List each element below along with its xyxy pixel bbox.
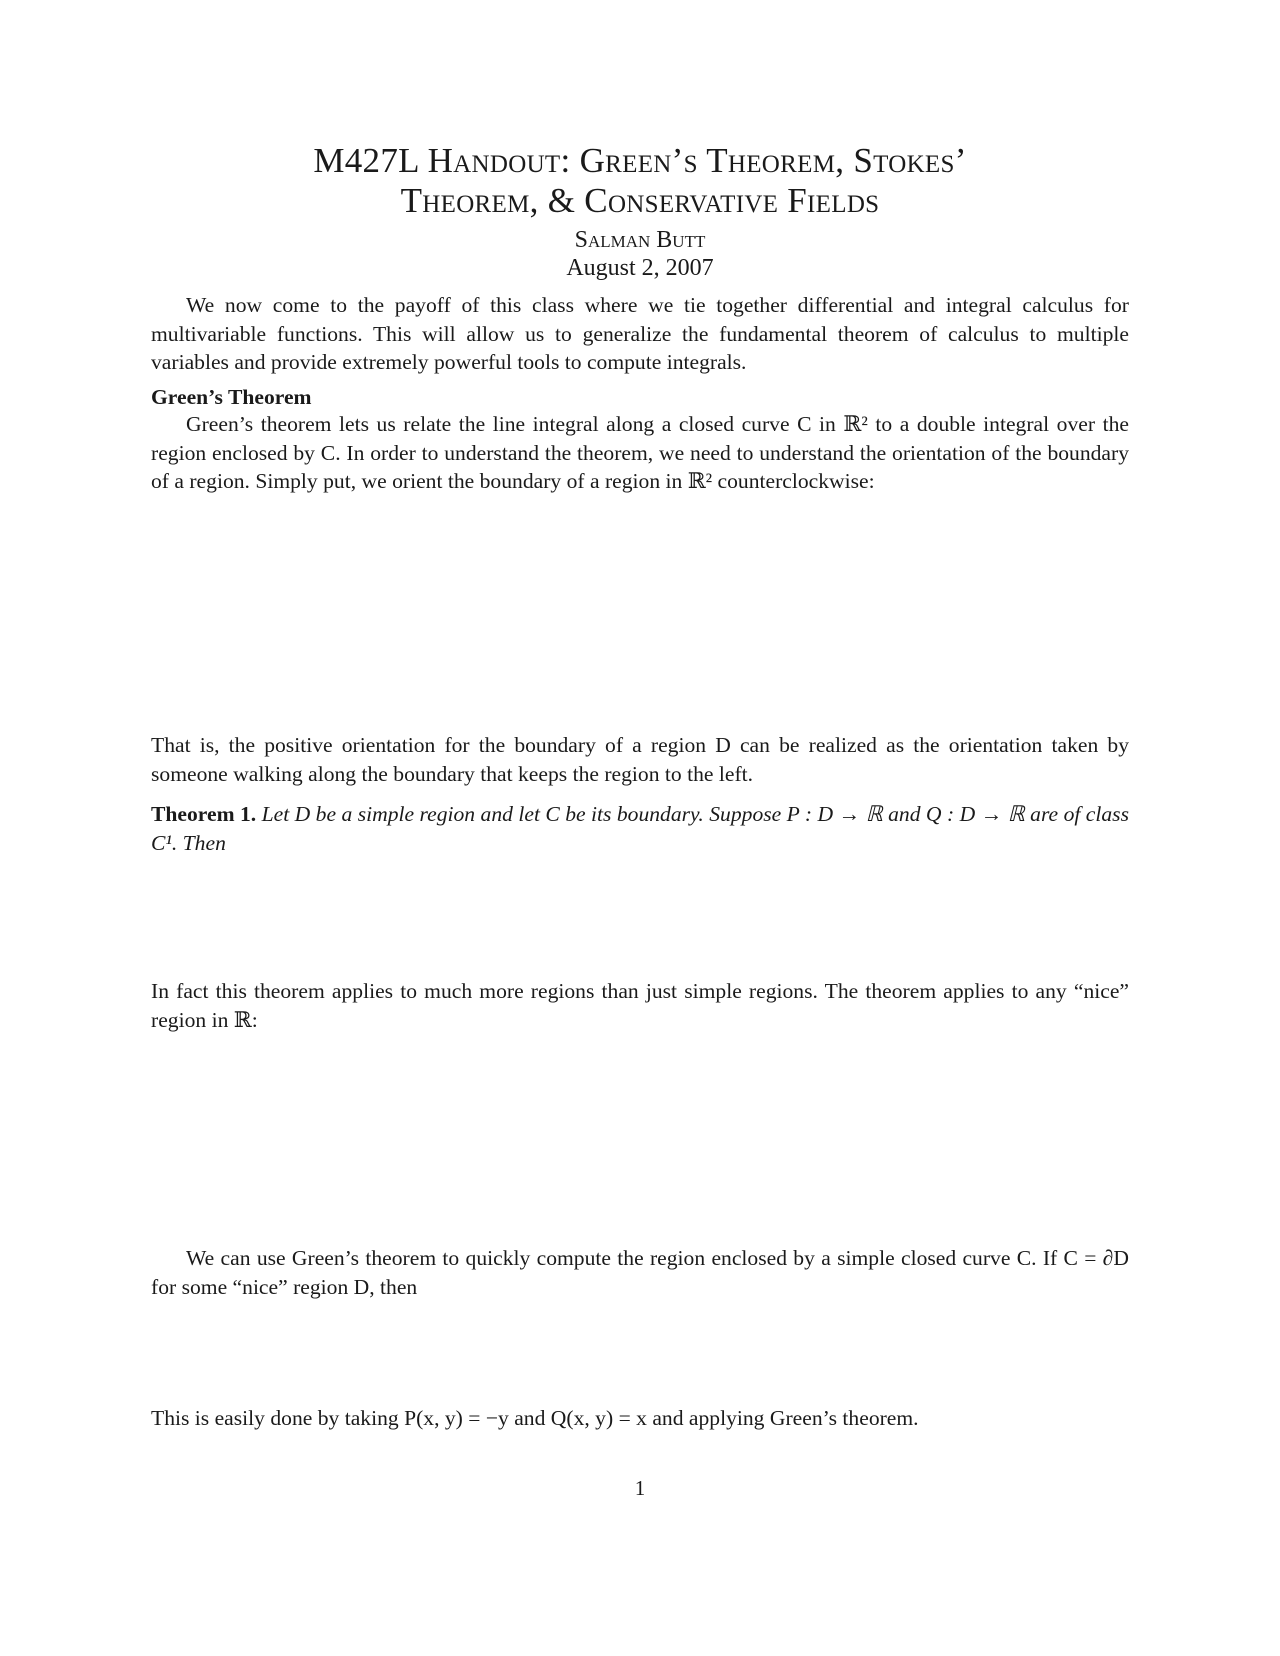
figure-placeholder	[151, 535, 1129, 725]
nice-regions-paragraph: In fact this theorem applies to much more regions than just simple regions. The theorem applies to any “nice” region in ℝ:	[151, 979, 1129, 1032]
document-date: August 2, 2007	[566, 255, 714, 281]
theorem-1	[151, 800, 1129, 857]
area-paragraph: We can use Green’s theorem to quickly compute the region enclosed by a simple closed curve C. If C = ∂D for some “nice” region D, then	[151, 1246, 1129, 1299]
document-title-line-2: Theorem, & Conservative Fields	[400, 181, 880, 220]
intro-paragraph: We now come to the payoff of this class where we tie together differential and integral calculus for multivariable functions. This will allow us to generalize the fundamental theorem of calculus to multiple variables and provide extremely powerful tools to compute integrals.	[151, 293, 1129, 374]
document-author: Salman Butt	[574, 227, 706, 253]
theorem-body: Let D be a simple region and let C be its boundary. Suppose P : D → ℝ and Q : D → ℝ are of class C¹. Then	[151, 802, 1129, 855]
applying-paragraph: This is easily done by taking P(x, y) = −y and Q(x, y) = x and applying Green’s theorem.	[151, 1406, 919, 1430]
theorem-label: Theorem 1.	[151, 802, 257, 826]
greens-intro-paragraph: Green’s theorem lets us relate the line integral along a closed curve C in ℝ² to a double integral over the region enclosed by C. In order to understand the theorem, we need to understand the orientation of the boundary of a region. Simply put, we orient the boundary of a region in ℝ² counterclockwise:	[151, 412, 1129, 493]
document-title-line-1: M427L Handout: Green’s Theorem, Stokes’	[313, 141, 967, 180]
orientation-paragraph: That is, the positive orientation for the boundary of a region D can be realized as the orientation taken by someone walking along the boundary that keeps the region to the left.	[151, 733, 1129, 786]
page-number: 1	[634, 1476, 646, 1500]
section-heading: Green’s Theorem	[151, 385, 312, 409]
